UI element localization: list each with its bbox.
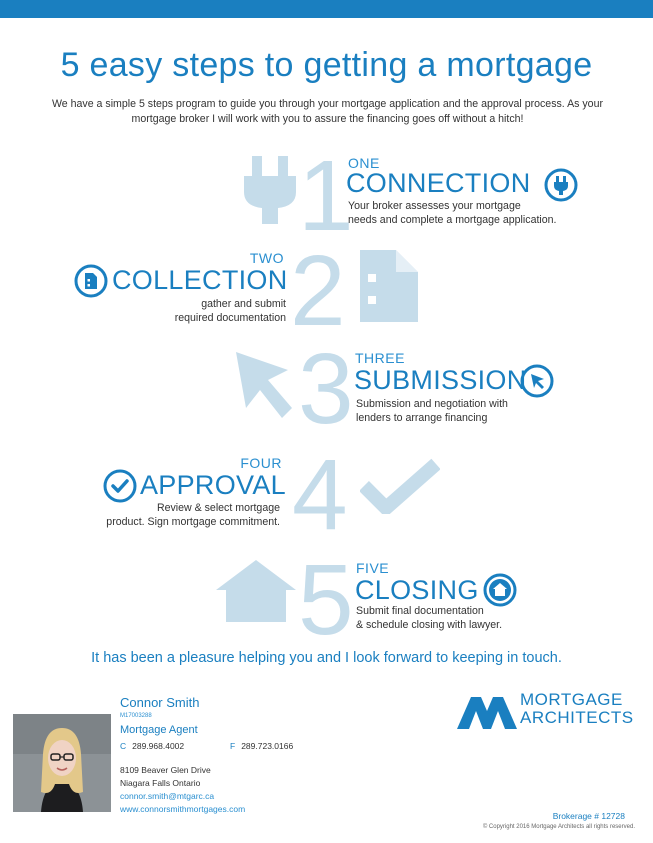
step-5-desc-line-2: & schedule closing with lawyer. (356, 619, 503, 631)
step-2-desc-line-1: gather and submit (201, 298, 286, 310)
fax-number: 289.723.0166 (241, 741, 294, 751)
step-4-desc-line-2: product. Sign mortgage commitment. (106, 516, 280, 528)
step-5-number: 5 (298, 544, 354, 656)
logo-wordmark (520, 691, 634, 727)
agent-address (120, 764, 245, 816)
mortgage-architects-logo-mark (457, 693, 517, 729)
logo-line-1: MORTGAGE (520, 690, 623, 709)
agent-name: Connor Smith (120, 695, 200, 710)
step-5-description (356, 604, 502, 632)
step-5-desc-line-1: Submit final documentation (356, 605, 484, 617)
logo-line-2: ARCHITECTS (520, 708, 634, 727)
step-4-title: APPROVAL (140, 470, 286, 500)
copyright-notice: © Copyright 2016 Mortgage Architects all rights reserved. (482, 824, 635, 830)
step-4-description (90, 501, 280, 529)
agent-license: M17003288 (120, 713, 152, 719)
plug-icon (544, 168, 578, 202)
cursor-icon (520, 364, 554, 398)
step-3-desc-line-1: Submission and negotiation with (356, 398, 508, 410)
step-3-number: 3 (298, 333, 354, 445)
step-2-desc-line-2: required documentation (174, 312, 286, 324)
step-4-number: 4 (292, 439, 348, 551)
step-2-title: COLLECTION (112, 265, 288, 295)
step-1-number: 1 (298, 140, 354, 252)
step-3-desc-line-2: lenders to arrange financing (356, 412, 488, 424)
agent-photo (13, 714, 111, 812)
address-line-1: 8109 Beaver Glen Drive (120, 765, 211, 775)
step-4-small-label: FOUR (240, 455, 282, 471)
step-5-title: CLOSING (355, 575, 479, 605)
cursor-ghost-icon (232, 350, 296, 422)
agent-email-link[interactable]: connor.smith@mtgarc.ca (120, 791, 215, 801)
step-1-description (348, 199, 556, 227)
step-3-small-label: THREE (355, 350, 405, 366)
fax-number-row (230, 741, 293, 751)
step-2-number: 2 (290, 235, 346, 347)
top-accent-bar (0, 0, 653, 18)
closing-message: It has been a pleasure helping you and I look forward to keeping in touch. (91, 650, 562, 666)
intro-paragraph: We have a simple 5 steps program to guide you through your mortgage application and the approval process. As your mortgage broker I will work with you to assure the financing goes off without a hitch! (52, 98, 603, 125)
checkmark-icon (103, 469, 137, 503)
cell-number: 289.968.4002 (132, 741, 185, 751)
brokerage-number: Brokerage # 12728 (552, 811, 625, 821)
fax-label: F (230, 741, 236, 751)
page-title: 5 easy steps to getting a mortgage (60, 46, 593, 84)
step-2-small-label: TWO (249, 250, 284, 266)
house-icon (483, 573, 517, 607)
cell-label: C (120, 741, 127, 751)
checkmark-ghost-icon (360, 458, 440, 514)
agent-role: Mortgage Agent (120, 724, 198, 736)
step-3-title: SUBMISSION (354, 365, 527, 395)
step-3-description (356, 397, 508, 425)
document-ghost-icon (360, 250, 418, 322)
document-icon (74, 264, 108, 298)
step-4-desc-line-1: Review & select mortgage (156, 502, 280, 514)
address-line-2: Niagara Falls Ontario (120, 778, 201, 788)
plug-ghost-icon (244, 156, 296, 224)
step-1-desc-line-2: needs and complete a mortgage application. (348, 214, 557, 226)
step-1-small-label: ONE (348, 155, 380, 171)
house-ghost-icon (216, 560, 296, 622)
step-1-title: CONNECTION (346, 168, 531, 198)
cell-phone (120, 741, 184, 751)
step-5-small-label: FIVE (356, 560, 390, 576)
step-1-desc-line-1: Your broker assesses your mortgage (348, 200, 521, 212)
agent-website-link[interactable]: www.connorsmithmortgages.com (120, 804, 246, 814)
step-2-description (100, 297, 286, 325)
